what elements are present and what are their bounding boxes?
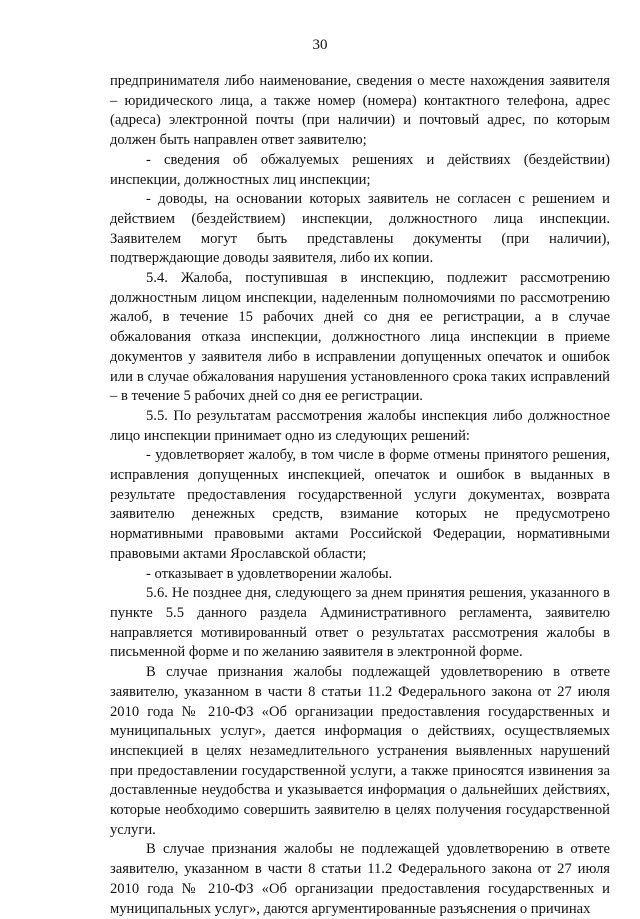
paragraph-satisfy-complaint: - удовлетворяет жалобу, в том числе в форме отмены принятого решения, исправления допущенных инспекцией, опечаток и ошибок в выданных в результате предоставления государственной услуги документах, возврата заявителю денежных средств, взимание которых не предусмотрено нормативными правовыми актами Российской Федерации, нормативными правовыми актами Ярославской области; xyxy=(110,447,610,562)
paragraph-arguments: - доводы, на основании которых заявитель не согласен с решением и действием (бездействием) инспекции, должностного лица инспекции. Заявителем могут быть представлены документы (при наличии), подтверждающие доводы заявителя, либо их копии. xyxy=(110,191,610,267)
paragraph-applicant-contact: предпринимателя либо наименование, сведения о месте нахождения заявителя – юридического лица, а также номер (номера) контактного телефона, адрес (адреса) электронной почты (при наличии) и почтовый адрес, по которым должен быть направлен ответ заявителю; xyxy=(110,73,610,149)
page-number: 30 xyxy=(312,37,328,53)
paragraph-appealed-decisions: - сведения об обжалуемых решениях и действиях (бездействии) инспекции, должностных лиц инспекции; xyxy=(110,151,610,188)
paragraph-refuse-complaint: - отказывает в удовлетворении жалобы. xyxy=(146,565,393,582)
document-body xyxy=(110,72,610,919)
paragraph-5-6: 5.6. Не позднее дня, следующего за днем принятия решения, указанного в пункте 5.5 данного раздела Административного регламента, заявителю направляется мотивированный ответ о результатах рассмотрения жалобы в письменной форме и по желанию заявителя в электронной форме. xyxy=(110,585,610,661)
paragraph-5-5: 5.5. По результатам рассмотрения жалобы инспекция либо должностное лицо инспекции принимает одно из следующих решений: xyxy=(110,407,610,444)
paragraph-5-4: 5.4. Жалоба, поступившая в инспекцию, подлежит рассмотрению должностным лицом инспекции, наделенным полномочиями по рассмотрению жалоб, в течение 15 рабочих дней со дня ее регистрации, а в случае обжалования отказа инспекции, должностного лица инспекции в приеме документов у заявителя либо в исправлении допущенных опечаток и ошибок или в случае обжалования нарушения установленного срока таких исправлений – в течение 5 рабочих дней со дня ее регистрации. xyxy=(110,270,610,405)
paragraph-complaint-satisfied: В случае признания жалобы подлежащей удовлетворению в ответе заявителю, указанном в части 8 статьи 11.2 Федерального закона от 27 июля 2010 года № 210-ФЗ «Об организации предоставления государственных и муниципальных услуг», дается информация о действиях, осуществляемых инспекцией в целях незамедлительного устранения выявленных нарушений при предоставлении государственной услуги, а также приносятся извинения за доставленные неудобства и указывается информация о дальнейших действиях, которые необходимо совершить заявителю в целях получения государственной услуги. xyxy=(110,664,610,838)
paragraph-complaint-not-satisfied: В случае признания жалобы не подлежащей удовлетворению в ответе заявителю, указанном в части 8 статьи 11.2 Федерального закона от 27 июля 2010 года № 210-ФЗ «Об организации предоставления государственных и муниципальных услуг», даются аргументированные разъяснения о причинах xyxy=(110,841,610,917)
